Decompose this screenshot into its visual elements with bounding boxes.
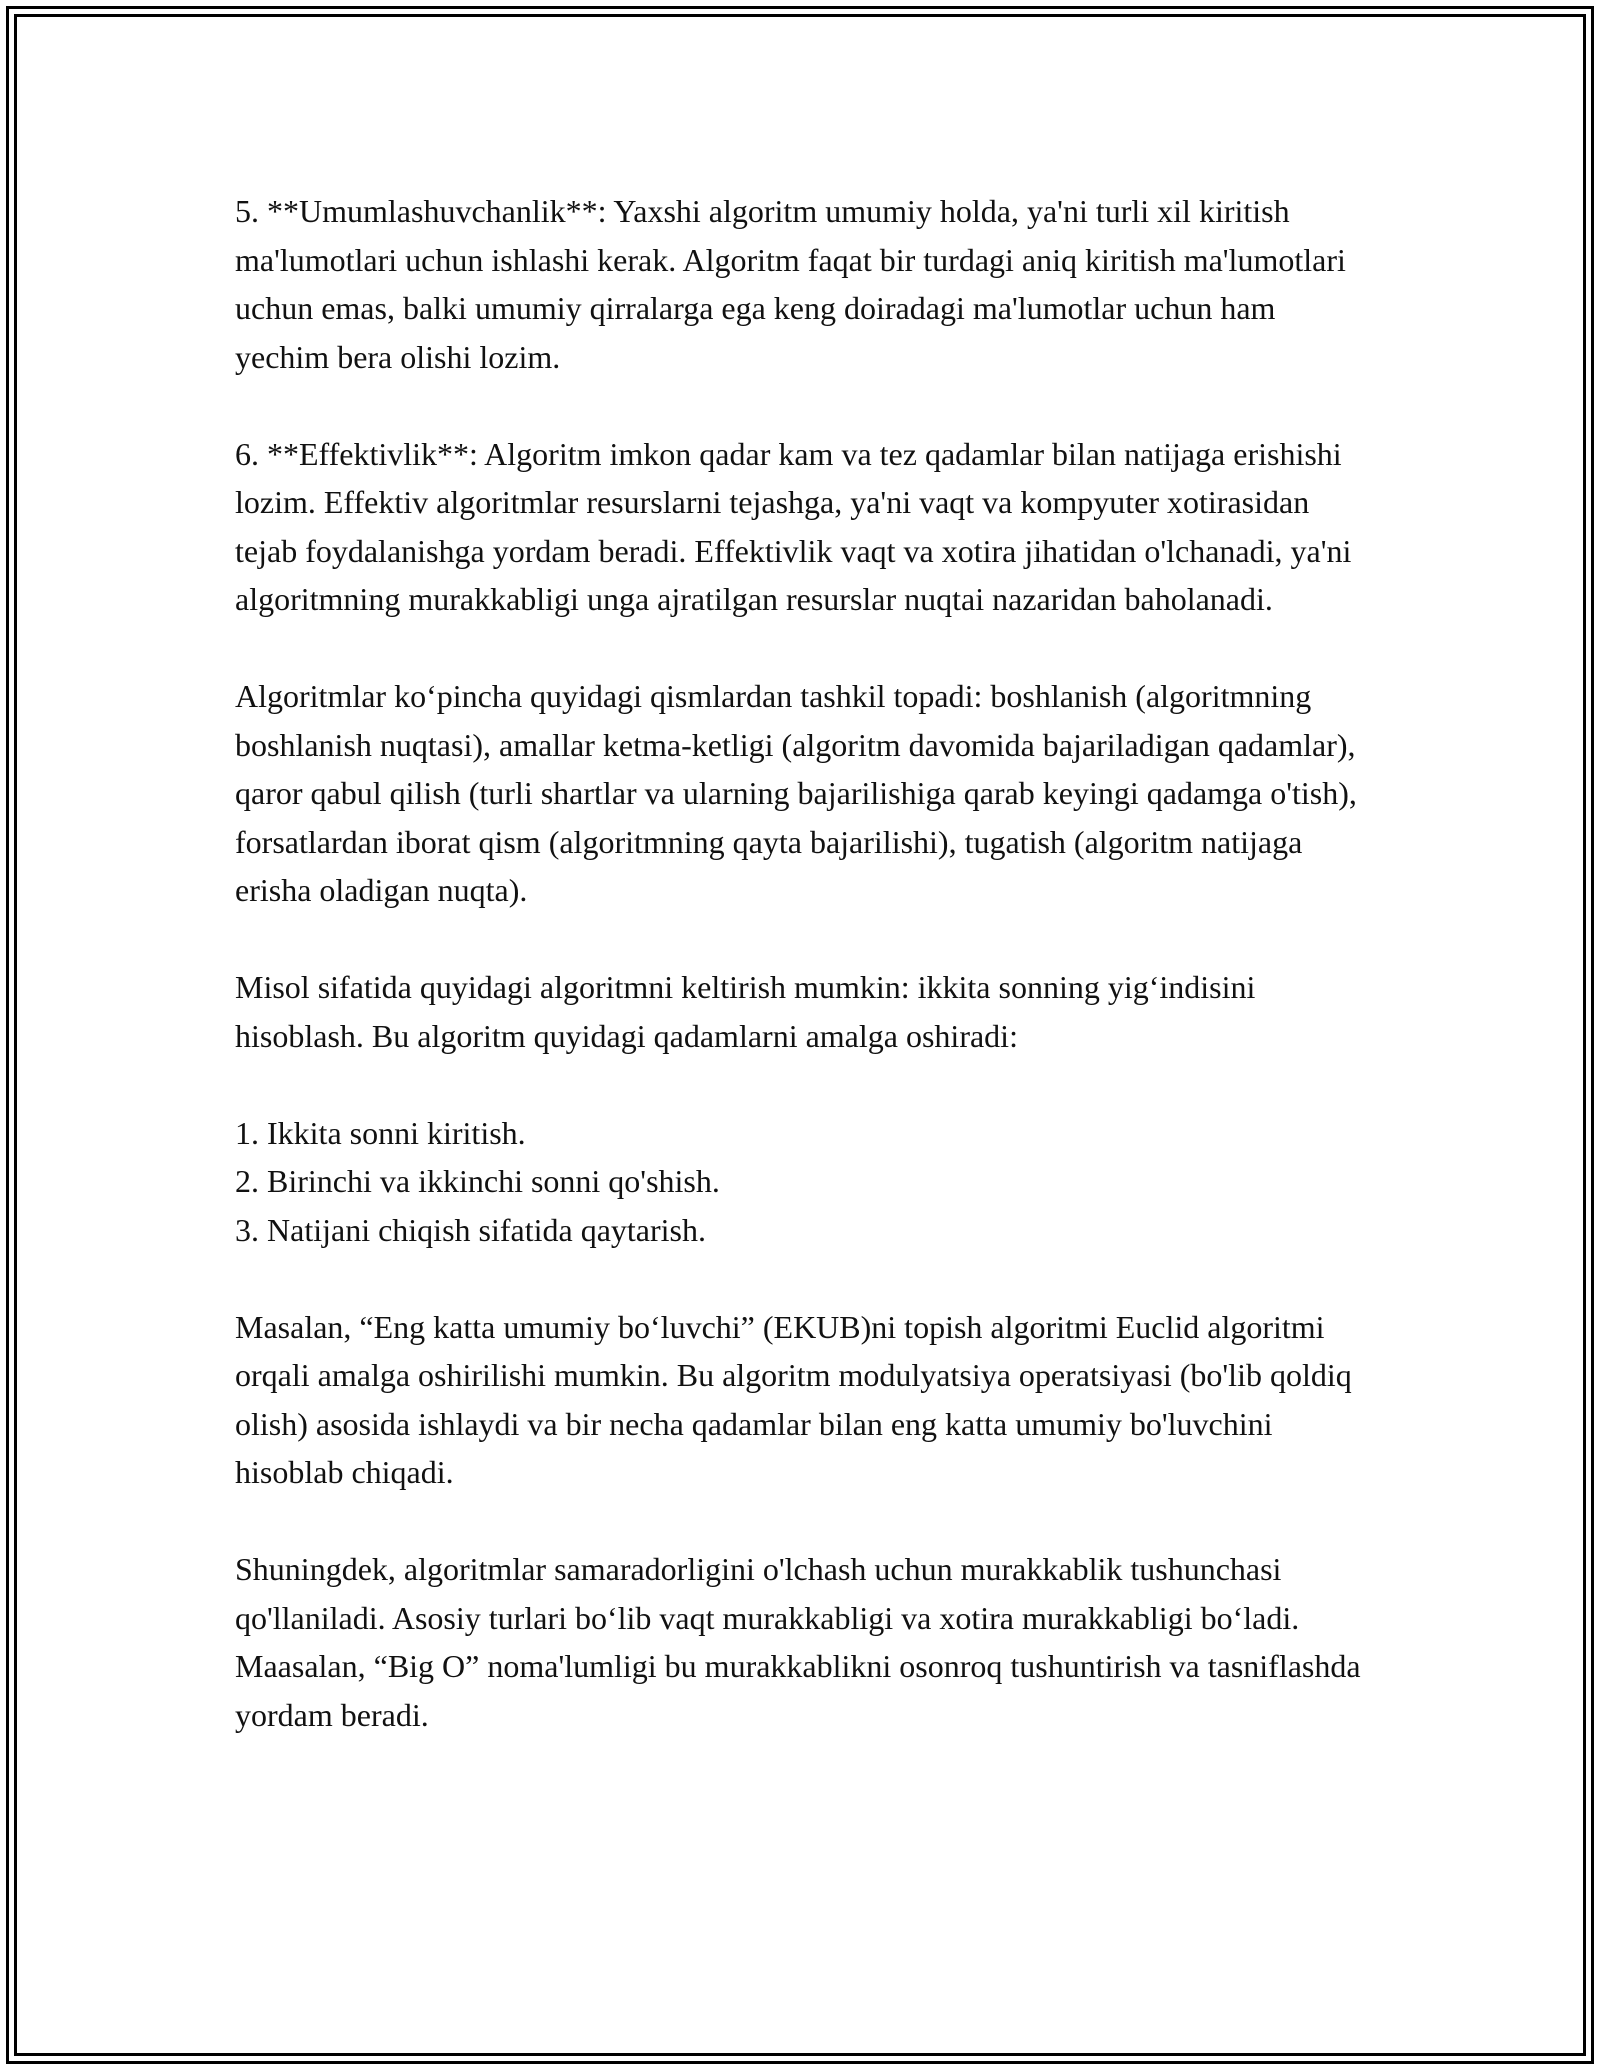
list-item: 2. Birinchi va ikkinchi sonni qo'shish.	[235, 1163, 720, 1199]
document-body	[235, 187, 1375, 1788]
paragraph-efficiency: 6. **Effektivlik**: Algoritm imkon qadar kam va tez qadamlar bilan natijaga erishishi lozim. Effektiv algoritmlar resurslarni tejashga, ya'ni vaqt va kompyuter xotirasidan tejab foydalanishga yordam beradi. Effektivlik vaqt va xotira jihatidan o'lchanadi, ya'ni algoritmning murakkabligi unga ajratilgan resurslar nuqtai nazaridan baholanadi.	[235, 435, 1352, 617]
list-item: 1. Ikkita sonni kiritish.	[235, 1114, 526, 1151]
steps-list	[235, 1109, 1375, 1255]
paragraph-example-intro: Misol sifatida quyidagi algoritmni keltirish mumkin: ikkita sonning yig‘indisini hisoblash. Bu algoritm quyidagi qadamlarni amalga oshiradi:	[235, 969, 1256, 1054]
paragraph-euclid-example: Masalan, “Eng katta umumiy bo‘luvchi” (EKUB)ni topish algoritmi Euclid algoritmi orqali amalga oshirilishi mumkin. Bu algoritm modulyatsiya operatsiyasi (bo'lib qoldiq olish) asosida ishlaydi va bir necha qadamlar bilan eng katta umumiy bo'luvchini hisoblab chiqadi.	[235, 1308, 1352, 1490]
paragraph-complexity: Shuningdek, algoritmlar samaradorligini o'lchash uchun murakkablik tushunchasi qo'llaniladi. Asosiy turlari bo‘lib vaqt murakkabligi va xotira murakkabligi bo‘ladi. Maasalan, “Big O” noma'lumligi bu murakkablikni osonroq tushuntirish va tasniflashda yordam beradi.	[235, 1551, 1361, 1733]
paragraph-generalizability: 5. **Umumlashuvchanlik**: Yaxshi algoritm umumiy holda, ya'ni turli xil kiritish ma'lumotlari uchun ishlashi kerak. Algoritm faqat bir turdagi aniq kiritish ma'lumotlari uchun emas, balki umumiy qirralarga ega keng doiradagi ma'lumotlar uchun ham yechim bera olishi lozim.	[235, 193, 1346, 375]
list-item: 3. Natijani chiqish sifatida qaytarish.	[235, 1211, 706, 1248]
paragraph-algorithm-parts: Algoritmlar ko‘pincha quyidagi qismlardan tashkil topadi: boshlanish (algoritmning boshlanish nuqtasi), amallar ketma-ketligi (algoritm davomida bajariladigan qadamlar), qaror qabul qilish (turli shartlar va ularning bajarilishiga qarab keyingi qadamga o'tish), forsatlardan iborat qism (algoritmning qayta bajarilishi), tugatish (algoritm natijaga erisha oladigan nuqta).	[235, 678, 1357, 908]
